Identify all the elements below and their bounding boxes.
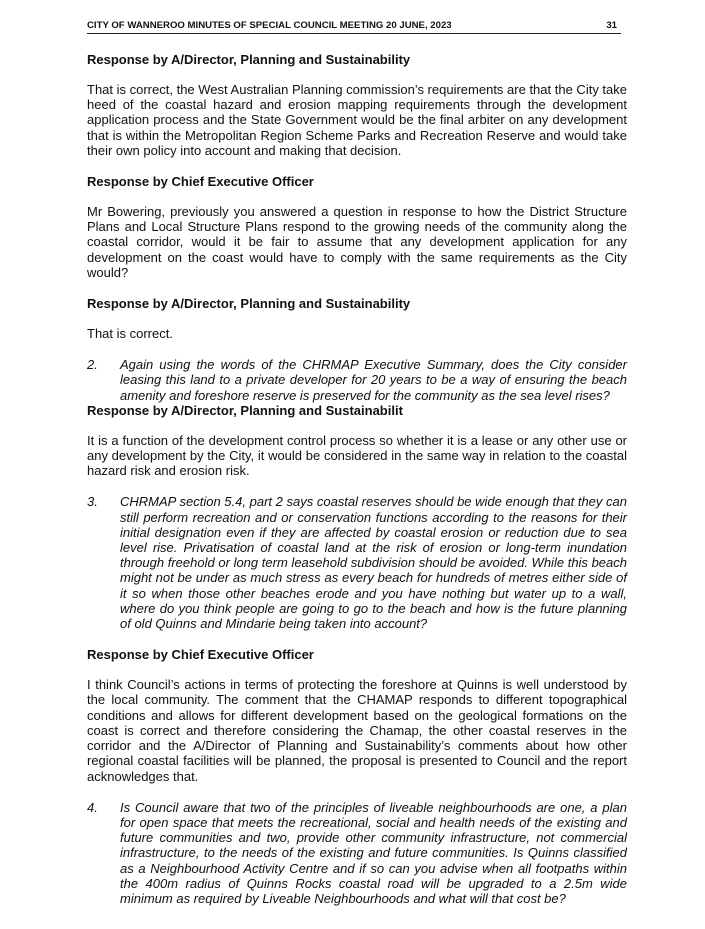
question-number: 2. (87, 357, 98, 373)
response-heading-director: Response by A/Director, Planning and Sustainability (87, 296, 411, 312)
response-heading-director: Response by A/Director, Planning and Sustainability (87, 52, 411, 67)
response-heading-ceo: Response by Chief Executive Officer (87, 174, 314, 190)
question-number: 3. (87, 494, 98, 510)
response-heading-director: Response by A/Director, Planning and Sustainabilit (87, 402, 403, 418)
header-title: CITY OF WANNEROO MINUTES OF SPECIAL COUNCIL MEETING 20 JUNE, 2023 (87, 20, 452, 31)
response-heading-ceo: Response by Chief Executive Officer (87, 647, 314, 663)
response-paragraph: That is correct, the West Australian Planning commission’s requirements are that the City take heed of the coastal hazard and erosion mapping requirements through the development application process and the State Government would be the final arbiter on any development that is within the Metropolitan Region Scheme Parks and Recreation Reserve and would take their own policy into account and making that decision. (87, 82, 627, 158)
running-header (87, 19, 621, 34)
question-item (87, 494, 627, 631)
question-text: CHRMAP section 5.4, part 2 says coastal reserves should be wide enough that they can still perform recreation and or conservation functions according to the reasons for their initial designation even if they are affected by coastal erosion or reduction due to sea level rise. Privatisation of coastal land at the risk of erosion or long-term inundation through freehold or long term leasehold subdivision should be avoided. While this beach might not be under as much stress as every beach for hundreds of metres either side of it so when those other beaches erode and you have nothing but water up to a wall, where do you think people are going to go to the beach and how is the future planning of old Quinns and Mindarie being taken into account? (120, 494, 627, 632)
response-paragraph: That is correct. (87, 326, 173, 342)
document-body (87, 52, 627, 906)
response-paragraph: It is a function of the development control process so whether it is a lease or any other use or any development by the City, it would be considered in the same way in relation to the coastal hazard risk and erosion risk. (87, 432, 627, 479)
ceo-paragraph: I think Council’s actions in terms of protecting the foreshore at Quinns is well understood by the local community. The comment that the CHAMAP responds to different topographical conditions and allows for different development based on the geological formations on the coast is correct and therefore considering the Chamap, the other coastal reserves in the corridor and the A/Director of Planning and Sustainability’s comments about how other regional coastal facilities will be planned, the proposal is presented to Council and the report acknowledges that. (87, 677, 627, 784)
question-text: Again using the words of the CHRMAP Executive Summary, does the City consider leasing this land to a private developer for 20 years to be a way of ensuring the beach amenity and foreshore reserve is preserved for the community as the sea level rises? (120, 357, 627, 403)
ceo-paragraph: Mr Bowering, previously you answered a question in response to how the District Structure Plans and Local Structure Plans respond to the growing needs of the community along the coastal corridor, would it be fair to assume that any development application for any development on the coast would have to comply with the same requirements as the City would? (87, 204, 627, 280)
page-number: 31 (606, 20, 617, 31)
question-number: 4. (87, 799, 98, 815)
question-item (87, 800, 627, 906)
question-item (87, 357, 627, 403)
question-text: Is Council aware that two of the principles of liveable neighbourhoods are one, a plan for open space that meets the recreational, social and health needs of the existing and future communities and two, provide other community infrastructure, not commercial infrastructure, to the needs of the existing and future communities. Is Quinns classified as a Neighbourhood Activity Centre and if so can you advise when all footpaths within the 400m radius of Quinns Rocks coastal road will be upgraded to a 2.5m wide minimum as required by Liveable Neighbourhoods and what will that cost be? (120, 799, 627, 906)
